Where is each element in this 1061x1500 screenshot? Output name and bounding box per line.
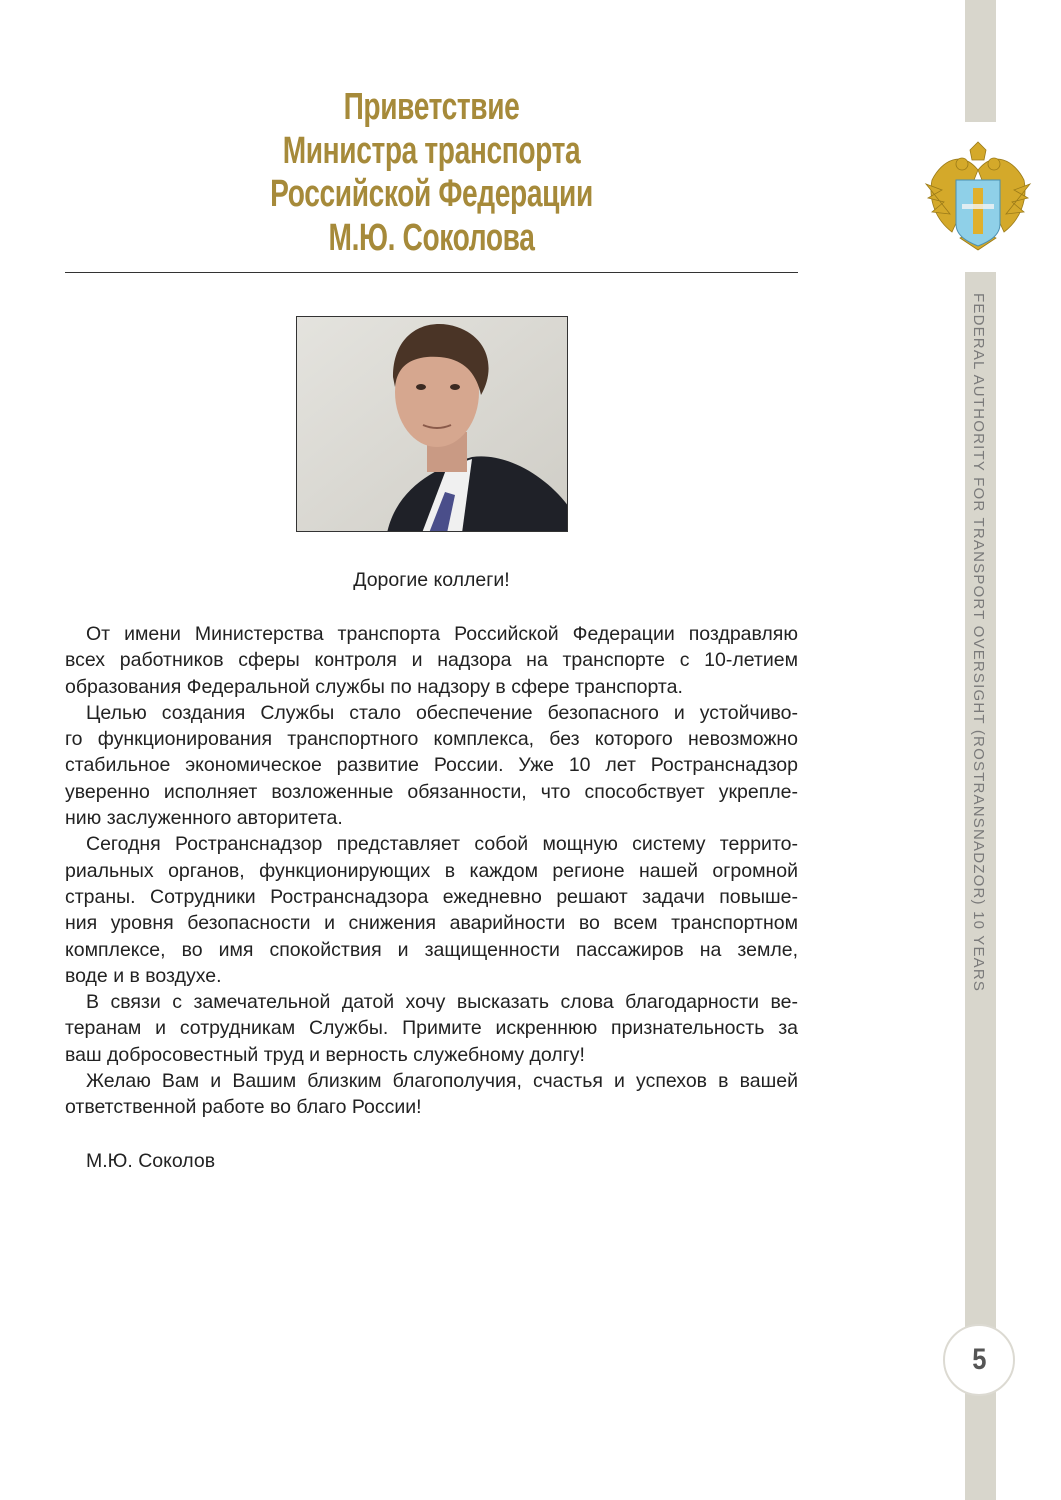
title-line: Министра транспорта — [282, 129, 581, 172]
page-title — [65, 86, 798, 260]
minister-portrait-photo — [296, 316, 568, 532]
vertical-caption: FEDERAL AUTHORITY FOR TRANSPORT OVERSIGHT (ROSTRANSNADZOR) 10 YEARS — [970, 293, 987, 993]
double-headed-eagle-emblem-icon — [922, 140, 1034, 260]
text-line: В связи с замечательной датой хочу высказать слова благодарности ве- — [86, 991, 798, 1014]
paragraph — [65, 989, 798, 1068]
text-line: уверенно исполняет возложенные обязанности, что способствует укрепле- — [65, 780, 798, 803]
page-number: 5 — [971, 1343, 987, 1376]
text-line: Сегодня Ространснадзор представляет собой мощную систему террито- — [86, 833, 798, 856]
text-line: всех работников сферы контроля и надзора на транспорте с 10-летием — [65, 649, 798, 672]
title-line: М.Ю. Соколова — [328, 216, 535, 259]
text-line: комплексе, во имя спокойствия и защищенности пассажиров на земле, — [65, 938, 798, 961]
paragraph — [65, 831, 798, 989]
title-line: Российской Федерации — [270, 173, 593, 215]
text-line: От имени Министерства транспорта Российской Федерации поздравляю — [86, 623, 798, 645]
text-line: риальных органов, функционирующих в каждом регионе нашей огромной — [65, 859, 798, 882]
letter-body — [65, 621, 798, 1121]
paragraph — [65, 700, 798, 831]
text-line: ния уровня безопасности и снижения аварийности во всем транспортном — [65, 912, 798, 935]
paragraph — [65, 1068, 798, 1121]
title-divider — [65, 272, 798, 273]
text-line: образования Федеральной службы по надзору в сфере транспорта. — [65, 675, 683, 698]
text-line: стабильное экономическое развитие России. Уже 10 лет Ространснадзор — [65, 754, 798, 777]
page-number-badge — [943, 1324, 1015, 1396]
text-line: воде и в воздухе. — [65, 964, 222, 987]
text-line: нию заслуженного авторитета. — [65, 807, 343, 830]
text-line: го функционирования транспортного комплекса, без которого невозможно — [65, 728, 798, 751]
greeting: Дорогие коллеги! — [353, 569, 510, 591]
title-line: Приветствие — [343, 86, 520, 128]
paragraph — [65, 621, 798, 700]
text-line: теранам и сотрудникам Службы. Примите искреннюю признательность за — [65, 1017, 798, 1040]
text-line: Желаю Вам и Вашим близким благополучия, счастья и успехов в вашей — [86, 1070, 798, 1093]
text-line: Целью создания Службы стало обеспечение безопасного и устойчиво- — [86, 701, 798, 724]
text-line: ответственной работе во благо России! — [65, 1096, 422, 1119]
sidebar-bar-top — [965, 0, 996, 122]
text-line: ваш добросовестный труд и верность служебному долгу! — [65, 1043, 585, 1066]
signature: М.Ю. Соколов — [86, 1150, 216, 1172]
text-line: страны. Сотрудники Ространснадзора ежедневно решают задачи повыше- — [65, 885, 798, 908]
